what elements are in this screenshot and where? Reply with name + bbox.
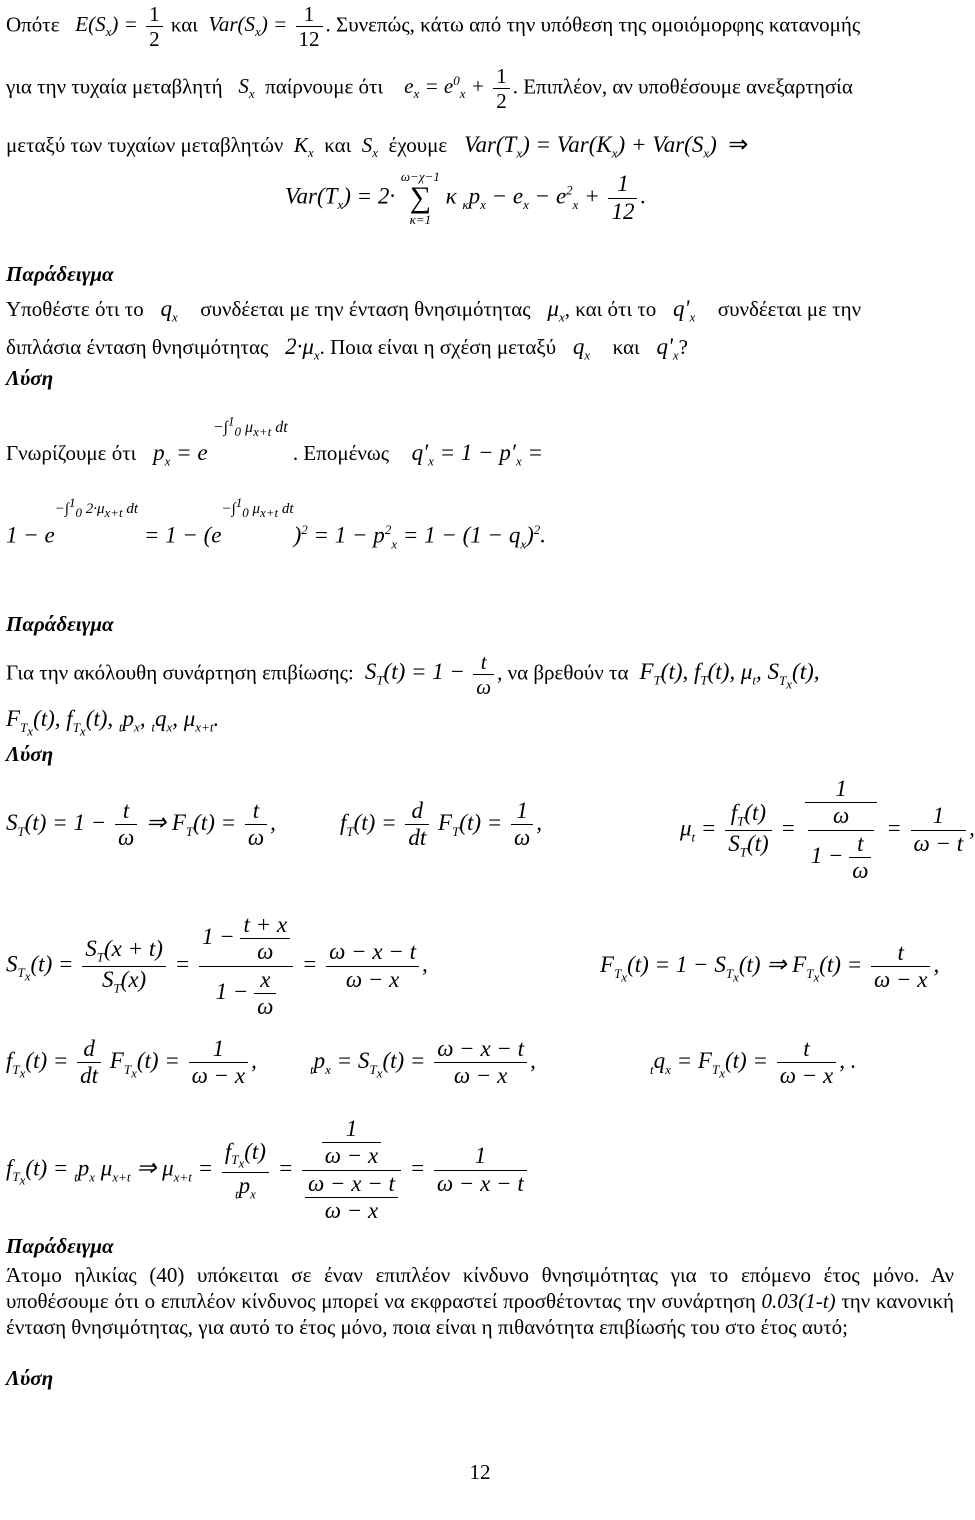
formula-var-sum: $Var(T_x) = Var(K_x) + Var(S_x)$ [452, 132, 729, 161]
solution-text: . Επομένως [292, 441, 390, 465]
solution-text: Γνωρίζουμε ότι [6, 441, 137, 465]
implies-arrow-icon: ⇒ [728, 132, 749, 158]
formula-force-mortality: $\mu_t$ = $\frac{f_T(t)}{S_T(t)}$ = 1 ω 1 − $\frac{t}{\omega}$ = $\frac{1}{\omega - t}$ , [680, 776, 975, 884]
example-text: και [612, 335, 640, 359]
page-number: 12 [469, 1460, 491, 1484]
intro-line-2 [6, 64, 853, 113]
example-text: συνδέεται με την ένταση θνησιμότητας [200, 297, 531, 321]
sum-symbol: ω−χ−1 ∑ κ=1 [400, 169, 440, 227]
example-text: Άτομο ηλικίας (40) υπόκειται σε έναν επιπλέον κίνδυνο θνησιμότητας για το επόμενο έτος μόνο. Αν υποθέσουμε ότι ο επιπλέον κίνδυνος μπορεί να εκφραστεί προσθέτοντας την συνάρτηση [6, 1263, 954, 1313]
intro-line-3 [6, 130, 748, 162]
formula-e: $e_x = e^0_x$ + [388, 73, 485, 102]
example-heading: Παράδειγμα [6, 262, 114, 286]
intro-text: μεταξύ των τυχαίων μεταβλητών [6, 133, 284, 157]
intro-text: και [170, 12, 198, 37]
formula: $K_x$ [288, 133, 314, 161]
intro-text: έχουμε [388, 133, 448, 157]
formula-variance: $Var(S_x)$ = [203, 12, 288, 40]
formula: $q'_x$ [661, 296, 696, 325]
formula-expectation: $E(S_x)$ = [64, 12, 138, 40]
example2-line-2: $F_{T_x}(t)$, $f_{T_x}(t)$, $_tp_x$, $_tq_x$, $\mu_{x+t}$. [6, 706, 220, 739]
intro-text: για την τυχαία μεταβλητή [6, 74, 223, 99]
example-text: , να βρεθούν τα [497, 660, 629, 685]
intro-text: και [324, 133, 352, 157]
example-text: διπλάσια ένταση θνησιμότητας [6, 335, 269, 359]
formula: $q_x$ [561, 334, 591, 363]
example-text: συνδέεται με την [717, 297, 862, 321]
intro-line-1 [6, 2, 860, 51]
formula-cdf-x: $F_{T_x}(t) = 1 - S_{T_x}(t)$ ⇒ $F_{T_x}(t)$ = $\frac{t}{\omega - x}$ , [600, 940, 940, 993]
formula: $S_x$ [356, 133, 379, 161]
example-text: ? [678, 335, 688, 359]
formula: $S_x$ [227, 74, 255, 102]
example2-line-1 [6, 650, 820, 699]
formula-exponent: −∫10 μx+t dt [212, 413, 288, 440]
example-function: 0.03(1-t) [761, 1289, 836, 1313]
example-text: Για την ακόλουθη συνάρτηση επιβίωσης: [6, 660, 354, 685]
fraction: $\frac{1}{2}$ [493, 64, 510, 113]
fraction: $\frac{t}{\omega}$ [473, 650, 494, 699]
formula-q-prime: $q'_x = 1 - p'_x$ = [394, 440, 544, 469]
solution-heading: Λύση [6, 1366, 54, 1390]
formula: $q'_x$ [644, 334, 679, 363]
formula-survival-cdf: $S_T(t) = 1$ − $\frac{t}{\omega}$ ⇒ $F_T(t)$ = $\frac{t}{\omega}$ , [6, 798, 276, 851]
formula: $2\cdot\mu_x$ [273, 334, 320, 363]
formula-tqx: $_tq_x = F_{T_x}(t)$ = $\frac{t}{\omega - x}$ , . [650, 1036, 857, 1089]
formula-var-t: $Var(T_x) = 2\cdot \omega-\chi-1$ ∑ κ=1 κ $_\kappa p_x - e_x - e^2_x$ + $\frac{1}{12}$ . [285, 169, 647, 227]
example-text: Υποθέστε ότι το [6, 297, 144, 321]
example3-paragraph [6, 1262, 954, 1340]
example-text: , και ότι το [564, 297, 657, 321]
example1-line-1 [6, 296, 861, 326]
example1-solution-line-2: $1 - e^{-\int^1_0 2\cdot\mu_{x+t} dt} = 1 - (e^{-\int^1_0 \mu_{x+t} dt})^2 = 1 - p^2_x = 1 - (1 - q_x)^2$. [6, 494, 547, 552]
example-heading: Παράδειγμα [6, 1234, 114, 1258]
formula: $q_x$ [149, 296, 178, 325]
intro-text: . Επιπλέον, αν υποθέσουμε ανεξαρτησία [512, 74, 853, 99]
intro-text: παίρνουμε ότι [265, 74, 384, 99]
solution-heading: Λύση [6, 742, 54, 766]
formula-survival-x: $S_{T_x}(t)$ = $\frac{S_T(x + t)}{S_T(x)}$ = 1 − $\frac{t + x}{\omega}$ 1 − $\frac{x}{\omega}$ = $\frac{\omega - x - t}{\omega - x}$ , [6, 912, 428, 1020]
example1-line-2 [6, 334, 688, 364]
formula-density-x: $f_{T_x}(t)$ = $\frac{d}{dt}$ $F_{T_x}(t)$ = $\frac{1}{\omega - x}$ , [6, 1036, 257, 1089]
formula-survival: $S_T(t) = 1$ − [359, 659, 466, 689]
example-text: . Ποια είναι η σχέση μεταξύ [319, 335, 557, 359]
formula-mu-x-t: $f_{T_x}(t) = _tp_x$ $\mu_{x+t}$ ⇒ $\mu_{x+t}$ = $\frac{f_{T_x}(t)}{_tp_x}$ = $\frac{\frac{1}{\omega - x}}{\frac{\omega - x - t}{\omega - x}}$ = $\frac{1}{\omega - x - t}$ [6, 1116, 530, 1225]
formula-density: $f_T(t)$ = $\frac{d}{dt}$ $F_T(t)$ = $\frac{1}{\omega}$ , [340, 798, 543, 851]
intro-text: Οπότε [6, 12, 60, 37]
formula-p: $p_x = e$ [141, 440, 208, 469]
solution-heading: Λύση [6, 366, 54, 390]
fraction: $\frac{1}{12}$ [608, 171, 637, 225]
example-text: την κανονική ένταση θνησιμότητας, για αυτό το έτος μόνο, ποια είναι η πιθανότητα επιβίωσής του στο έτος αυτό; [6, 1289, 955, 1339]
formula: $\mu_x$ [535, 296, 565, 325]
example-heading: Παράδειγμα [6, 612, 114, 636]
intro-text: . Συνεπώς, κάτω από την υπόθεση της ομοιόμορφης κατανομής [325, 12, 861, 37]
fraction: $\frac{1}{12}$ [296, 2, 323, 51]
formula-list: $F_T(t)$, $f_T(t)$, $\mu_t$, $S_{T_x}(t)$, [633, 659, 820, 692]
fraction: $\frac{1}{2}$ [146, 2, 163, 51]
formula-tpx: $_tp_x = S_{T_x}(t)$ = $\frac{\omega - x - t}{\omega - x}$ , [310, 1036, 536, 1089]
